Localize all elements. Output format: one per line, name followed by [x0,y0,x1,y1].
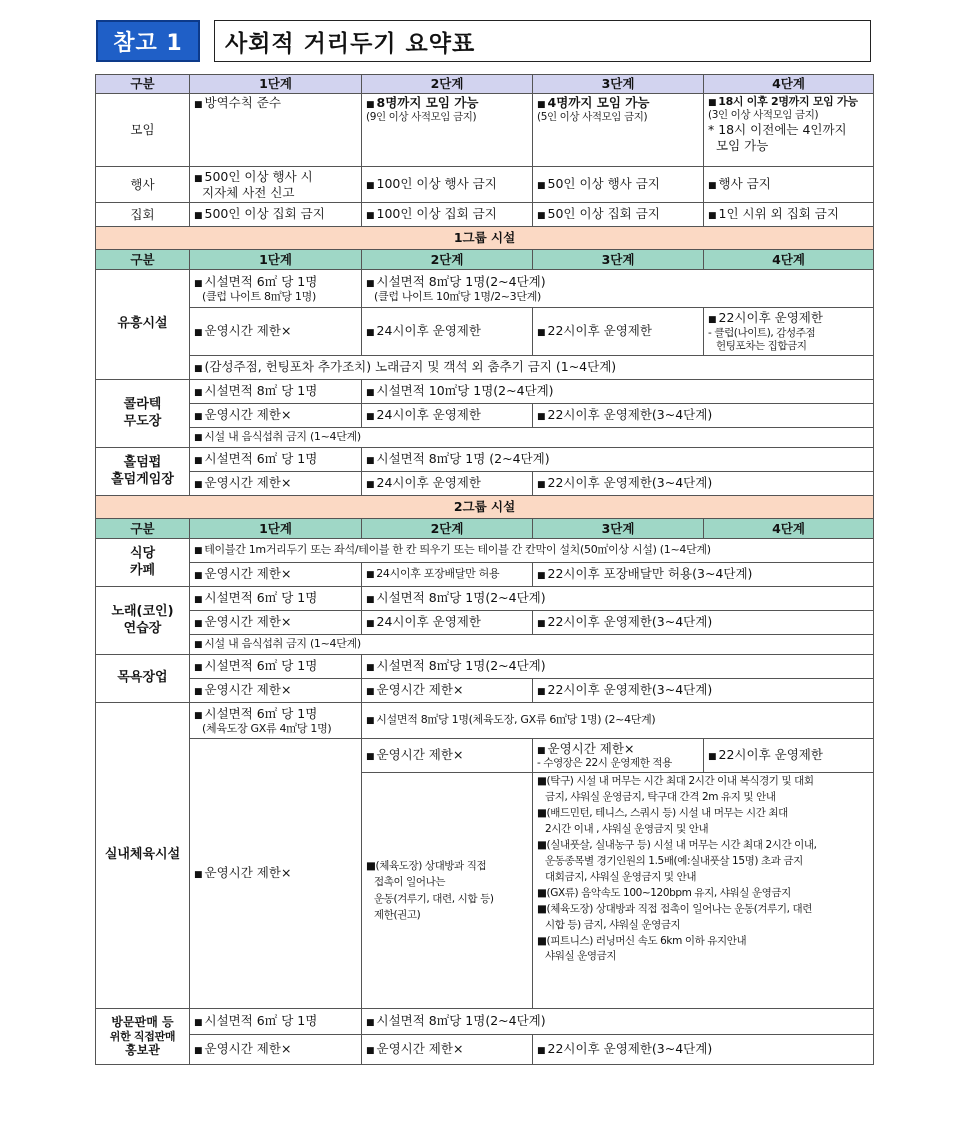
header-cell: 2단계 [362,250,533,270]
table-cell: ■ 22시이후 운영제한 [533,308,704,356]
table-cell: ■ 시설면적 6㎡ 당 1명 [190,655,362,679]
table-cell: ■ 24시이후 포장배달만 허용 [362,563,533,587]
table-cell: ■ 시설면적 8㎡당 1명(2~4단계) [362,1009,874,1035]
table-cell: ■ 시설면적 6㎡ 당 1명 [190,1009,362,1035]
row-label: 노래(코인) 연습장 [96,587,190,655]
table-cell: ■ 운영시간 제한× [190,611,362,635]
header-cell: 1단계 [190,250,362,270]
table-cell: ■ 운영시간 제한× [362,679,533,703]
table-cell: ■ 운영시간 제한× [190,1035,362,1065]
table-cell: ■ 방역수칙 준수 [190,94,362,167]
table-cell: ■ 100인 이상 집회 금지 [362,203,533,227]
table-cell: ■ 시설면적 8㎡당 1명 (2~4단계) [362,448,874,472]
table-cell: ■ 운영시간 제한× [190,739,362,1009]
header-cell: 1단계 [190,519,362,539]
summary-table [95,74,874,1065]
header-cell: 2단계 [362,75,533,94]
table-cell: ■ 시설면적 8㎡당 1명(2~4단계) [362,655,874,679]
header-cell: 구분 [96,519,190,539]
table-cell: ■ 시설면적 6㎡ 당 1명 [190,587,362,611]
row-label: 홀덤펍 홀덤게임장 [96,448,190,496]
summary-table-wrapper [95,74,873,1065]
table-row [96,203,874,227]
group2-title-row [96,496,874,519]
table-row [96,703,874,739]
table-row [96,94,874,167]
table-row [96,308,874,356]
row-label: 실내체육시설 [96,703,190,1009]
table-row [96,1035,874,1065]
table-row [96,587,874,611]
table-cell: ■ 24시이후 운영제한 [362,308,533,356]
header-cell: 4단계 [704,519,874,539]
table-cell: ■ 테이블간 1m거리두기 또는 좌석/테이블 한 칸 띄우기 또는 테이블 간 칸막이 설치(50㎡이상 시설) (1~4단계) [190,539,874,563]
table-cell: ■ 24시이후 운영제한 [362,472,533,496]
group1-header-row [96,250,874,270]
reference-badge: 참고 1 [96,20,200,62]
table-cell: ■ 운영시간 제한× [190,308,362,356]
table-cell: ■ 500인 이상 집회 금지 [190,203,362,227]
table-cell: ■ 시설면적 6㎡ 당 1명 (체육도장 GX류 4㎡당 1명) [190,703,362,739]
general-header-row [96,75,874,94]
table-row [96,428,874,448]
row-label: 집회 [96,203,190,227]
table-cell: ■ 24시이후 운영제한 [362,611,533,635]
header [96,20,871,62]
table-cell: ■ 운영시간 제한× [362,1035,533,1065]
table-cell: ■ 운영시간 제한× [190,679,362,703]
table-cell: ■ 22시이후 운영제한(3~4단계) [533,1035,874,1065]
table-cell: ■ 22시이후 운영제한(3~4단계) [533,472,874,496]
table-row [96,1009,874,1035]
table-row [96,380,874,404]
table-cell: ■(탁구) 시설 내 머무는 시간 최대 2시간 이내 복식경기 및 대회 금지, 샤워실 운영금지, 탁구대 간격 2m 유지 및 안내 ■(배드민턴, 테니스, 스쿼시 등) 시설 내 머무는 시간 최대 2시간 이내 , 샤워실 운영금지 및 안내 ■(실내풋살, 실내농구 등) 시설 내 머무는 시간 최대 2시간 이내, 운동종목별 경기인원의 1.5배(예:실내풋살 15명) 초과 금지 대회금지, 샤워실 운영금지 및 안내 ■(GX류) 음악속도 100~120bpm 유지, 샤워실 운영금지 ■(체육도장) 상대방과 직접 접촉이 일어나는 운동(겨루기, 대련 시합 등) 금지, 샤워실 운영금지 ■(피트니스) 러닝머신 속도 6km 이하 유지안내 샤워실 운영금지 [533,773,874,1009]
table-row [96,167,874,203]
table-row [96,611,874,635]
table-cell: ■ 시설면적 6㎡ 당 1명 (클럽 나이트 8㎡당 1명) [190,270,362,308]
table-cell: ■ 운영시간 제한× [190,472,362,496]
table-cell: ■ 시설면적 10㎡당 1명(2~4단계) [362,380,874,404]
group1-title-row [96,227,874,250]
table-row [96,270,874,308]
page-title: 사회적 거리두기 요약표 [214,20,871,62]
header-cell: 1단계 [190,75,362,94]
header-cell: 3단계 [533,250,704,270]
table-cell: ■ 100인 이상 행사 금지 [362,167,533,203]
row-label: 행사 [96,167,190,203]
table-cell: ■ 시설 내 음식섭취 금지 (1~4단계) [190,635,874,655]
table-cell: ■ 시설면적 8㎡당 1명(2~4단계) (클럽 나이트 10㎡당 1명/2~3단계) [362,270,874,308]
table-row [96,563,874,587]
table-cell: ■ 1인 시위 외 집회 금지 [704,203,874,227]
table-row [96,472,874,496]
row-label: 모임 [96,94,190,167]
table-cell: ■ 22시이후 운영제한(3~4단계) [533,679,874,703]
header-cell: 4단계 [704,75,874,94]
table-cell: ■ 시설 내 음식섭취 금지 (1~4단계) [190,428,874,448]
table-cell: ■ 22시이후 운영제한 - 클럽(나이트), 감성주점 헌팅포차는 집합금지 [704,308,874,356]
table-cell: ■ 50인 이상 행사 금지 [533,167,704,203]
table-cell: ■ 운영시간 제한× [190,404,362,428]
row-label: 목욕장업 [96,655,190,703]
table-cell: ■ 22시이후 운영제한 [704,739,874,773]
table-cell: ■ 운영시간 제한× [190,563,362,587]
table-row [96,655,874,679]
table-cell: ■ 22시이후 포장배달만 허용(3~4단계) [533,563,874,587]
row-label: 방문판매 등 위한 직접판매 홍보관 [96,1009,190,1065]
header-cell: 4단계 [704,250,874,270]
header-cell: 3단계 [533,519,704,539]
table-cell: ■ 8명까지 모임 가능 (9인 이상 사적모임 금지) [362,94,533,167]
table-row [96,739,874,773]
table-cell: ■ 시설면적 6㎡ 당 1명 [190,448,362,472]
table-cell: ■ 22시이후 운영제한(3~4단계) [533,611,874,635]
table-cell: ■ 운영시간 제한× - 수영장은 22시 운영제한 적용 [533,739,704,773]
table-cell: ■ 18시 이후 2명까지 모임 가능 (3인 이상 사적모임 금지) * 18시 이전에는 4인까지 모임 가능 [704,94,874,167]
group2-title: 2그룹 시설 [96,496,874,519]
row-label: 유흥시설 [96,270,190,380]
table-cell: ■ 24시이후 운영제한 [362,404,533,428]
table-cell: ■ 시설면적 8㎡당 1명(체육도장, GX류 6㎡당 1명) (2~4단계) [362,703,874,739]
table-row [96,356,874,380]
group2-header-row [96,519,874,539]
table-cell: ■ 시설면적 8㎡ 당 1명 [190,380,362,404]
header-cell: 구분 [96,250,190,270]
table-cell: ■ 22시이후 운영제한(3~4단계) [533,404,874,428]
table-cell: ■ 50인 이상 집회 금지 [533,203,704,227]
table-row [96,679,874,703]
table-cell: ■ 행사 금지 [704,167,874,203]
row-label: 콜라텍 무도장 [96,380,190,448]
group1-title: 1그룹 시설 [96,227,874,250]
table-cell: ■ 500인 이상 행사 시 지자체 사전 신고 [190,167,362,203]
table-row [96,539,874,563]
table-cell: ■ 운영시간 제한× [362,739,533,773]
table-row [96,448,874,472]
table-cell: ■ 시설면적 8㎡당 1명(2~4단계) [362,587,874,611]
table-row [96,404,874,428]
table-cell: ■ (감성주점, 헌팅포차 추가조치) 노래금지 및 객석 외 춤추기 금지 (1~4단계) [190,356,874,380]
table-cell: ■(체육도장) 상대방과 직접 접촉이 일어나는 운동(겨루기, 대련, 시합 등) 제한(권고) [362,773,533,1009]
table-cell: ■ 4명까지 모임 가능 (5인 이상 사적모임 금지) [533,94,704,167]
header-cell: 3단계 [533,75,704,94]
table-row [96,635,874,655]
row-label: 식당 카페 [96,539,190,587]
header-cell: 구분 [96,75,190,94]
header-cell: 2단계 [362,519,533,539]
